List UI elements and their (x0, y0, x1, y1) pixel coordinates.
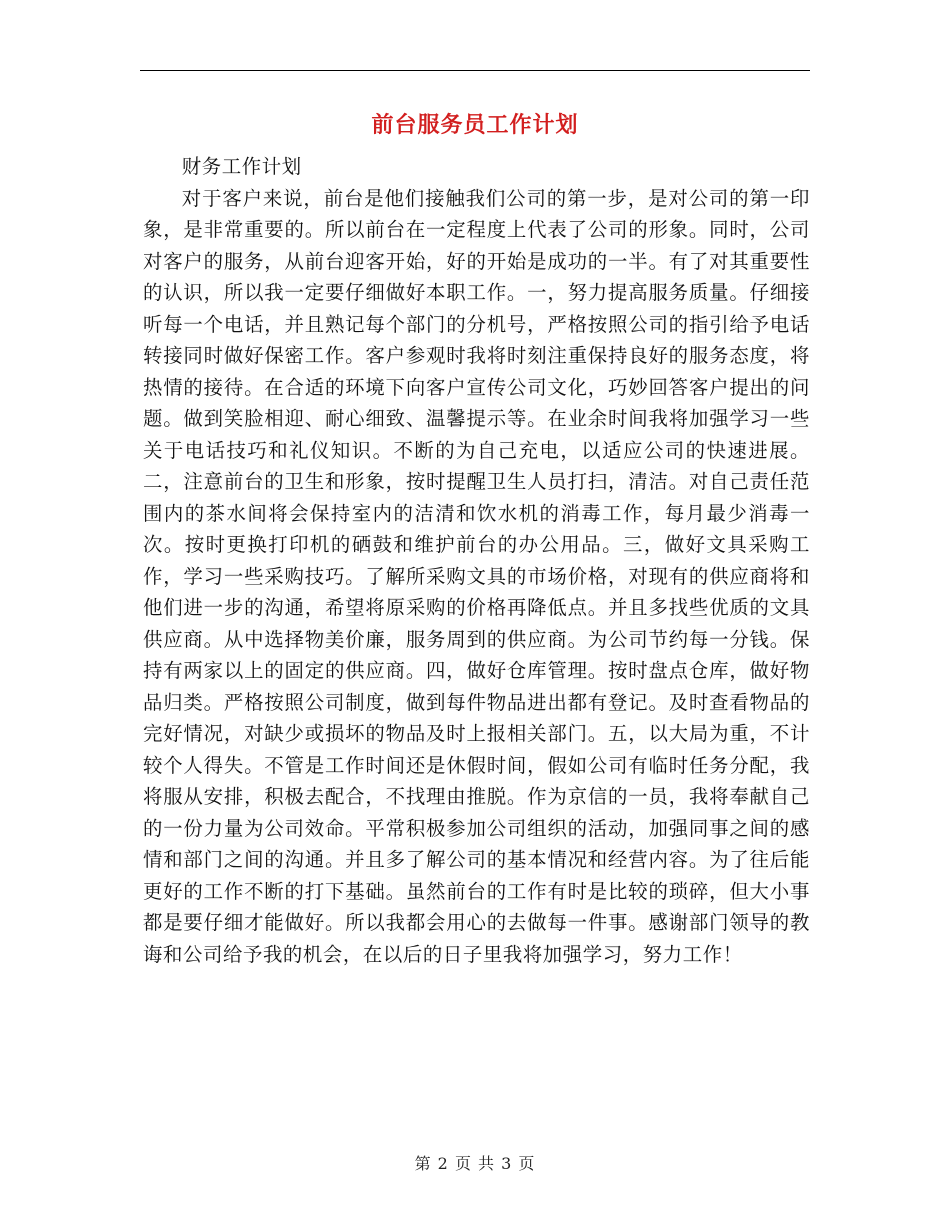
document-subtitle: 财务工作计划 (181, 155, 302, 178)
document-title: 前台服务员工作计划 (371, 112, 579, 138)
page-number: 第 2 页 共 3 页 (414, 1154, 536, 1173)
header-rule (140, 70, 810, 71)
body-paragraph: 对于客户来说，前台是他们接触我们公司的第一步，是对公司的第一印象，是非常重要的。所以前台在一定程度上代表了公司的形象。同时，公司对客户的服务，从前台迎客开始，好的开始是成功的一半。有了对其重要性的认识，所以我一定要仔细做好本职工作。一，努力提高服务质量。仔细接听每一个电话，并且熟记每个部门的分机号，严格按照公司的指引给予电话转接同时做好保密工作。客户参观时我将时刻注重保持良好的服务态度，将热情的接待。在合适的环境下向客户宣传公司文化，巧妙回答客户提出的问题。做到笑脸相迎、耐心细致、温馨提示等。在业余时间我将加强学习一些关于电话技巧和礼仪知识。不断的为自己充电，以适应公司的快速进展。二，注意前台的卫生和形象，按时提醒卫生人员打扫，清洁。对自己责任范围内的茶水间将会保持室内的洁清和饮水机的消毒工作，每月最少消毒一次。按时更换打印机的硒鼓和维护前台的办公用品。三，做好文具采购工作，学习一些采购技巧。了解所采购文具的市场价格，对现有的供应商将和他们进一步的沟通，希望将原采购的价格再降低点。并且多找些优质的文具供应商。从中选择物美价廉，服务周到的供应商。为公司节约每一分钱。保持有两家以上的固定的供应商。四，做好仓库管理。按时盘点仓库，做好物品归类。严格按照公司制度，做到每件物品进出都有登记。及时查看物品的完好情况，对缺少或损坏的物品及时上报相关部门。五，以大局为重，不计较个人得失。不管是工作时间还是休假时间，假如公司有临时任务分配，我将服从安排，积极去配合，不找理由推脱。作为京信的一员，我将奉献自己的一份力量为公司效命。平常积极参加公司组织的活动，加强同事之间的感情和部门之间的沟通。并且多了解公司的基本情况和经营内容。为了往后能更好的工作不断的打下基础。虽然前台的工作有时是比较的琐碎，但大小事都是要仔细才能做好。所以我都会用心的去做每一件事。感谢部门领导的教诲和公司给予我的机会，在以后的日子里我将加强学习，努力工作！ (143, 186, 810, 966)
document-body (143, 151, 810, 970)
